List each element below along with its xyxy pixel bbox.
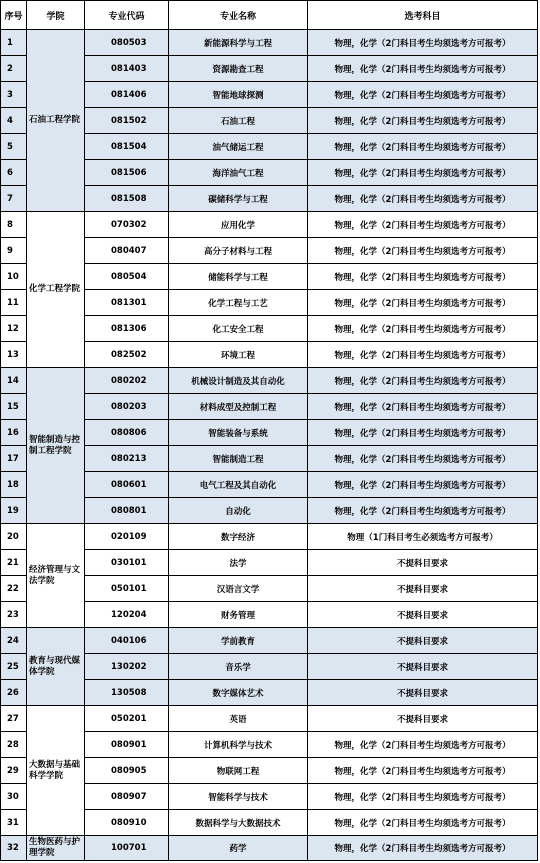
- row-name: 化工安全工程: [169, 316, 308, 342]
- row-code: 080905: [85, 758, 169, 784]
- row-subjects: 不提科目要求: [308, 628, 538, 654]
- row-subjects: 物理，化学（2门科目考生均须选考方可报考）: [308, 498, 538, 524]
- row-seq: 12: [1, 316, 27, 342]
- row-subjects: 物理，化学（2门科目考生均须选考方可报考）: [308, 160, 538, 186]
- row-subjects: 不提科目要求: [308, 550, 538, 576]
- row-code: 080806: [85, 420, 169, 446]
- row-seq: 11: [1, 290, 27, 316]
- row-code: 080203: [85, 394, 169, 420]
- row-name: 电气工程及其自动化: [169, 472, 308, 498]
- row-subjects: 不提科目要求: [308, 680, 538, 706]
- row-seq: 28: [1, 732, 27, 758]
- row-seq: 4: [1, 108, 27, 134]
- row-name: 碳储科学与工程: [169, 186, 308, 212]
- row-subjects: 物理，化学（2门科目考生均须选考方可报考）: [308, 472, 538, 498]
- row-code: 130202: [85, 654, 169, 680]
- row-code: 080601: [85, 472, 169, 498]
- row-school: 大数据与基础科学学院: [27, 706, 85, 836]
- row-name: 高分子材料与工程: [169, 238, 308, 264]
- row-seq: 2: [1, 56, 27, 82]
- row-seq: 17: [1, 446, 27, 472]
- row-name: 机械设计制造及其自动化: [169, 368, 308, 394]
- table-row: [1, 628, 538, 654]
- row-name: 新能源科学与工程: [169, 30, 308, 56]
- row-code: 081508: [85, 186, 169, 212]
- row-subjects: 物理，化学（2门科目考生均须选考方可报考）: [308, 420, 538, 446]
- row-code: 080910: [85, 810, 169, 836]
- row-code: 080503: [85, 30, 169, 56]
- row-seq: 8: [1, 212, 27, 238]
- row-seq: 22: [1, 576, 27, 602]
- row-school: 智能制造与控制工程学院: [27, 368, 85, 524]
- row-subjects: 物理，化学（2门科目考生均须选考方可报考）: [308, 784, 538, 810]
- row-code: 130508: [85, 680, 169, 706]
- row-code: 081502: [85, 108, 169, 134]
- row-seq: 21: [1, 550, 27, 576]
- row-name: 计算机科学与技术: [169, 732, 308, 758]
- row-subjects: 物理，化学（2门科目考生均须选考方可报考）: [308, 368, 538, 394]
- row-code: 020109: [85, 524, 169, 550]
- row-subjects: 物理，化学（2门科目考生均须选考方可报考）: [308, 108, 538, 134]
- row-name: 数字媒体艺术: [169, 680, 308, 706]
- row-code: 081403: [85, 56, 169, 82]
- row-name: 智能地球探测: [169, 82, 308, 108]
- row-name: 药学: [169, 836, 308, 861]
- row-subjects: 物理，化学（2门科目考生均须选考方可报考）: [308, 836, 538, 861]
- row-name: 油气储运工程: [169, 134, 308, 160]
- row-name: 化学工程与工艺: [169, 290, 308, 316]
- row-name: 应用化学: [169, 212, 308, 238]
- row-code: 081506: [85, 160, 169, 186]
- row-seq: 27: [1, 706, 27, 732]
- row-subjects: 不提科目要求: [308, 602, 538, 628]
- row-subjects: 物理，化学（2门科目考生均须选考方可报考）: [308, 394, 538, 420]
- row-name: 音乐学: [169, 654, 308, 680]
- row-seq: 31: [1, 810, 27, 836]
- row-subjects: 物理（1门科目考生必须选考方可报考）: [308, 524, 538, 550]
- row-name: 自动化: [169, 498, 308, 524]
- row-name: 环境工程: [169, 342, 308, 368]
- header-name: 专业名称: [169, 1, 308, 30]
- header-subjects: 选考科目: [308, 1, 538, 30]
- row-seq: 3: [1, 82, 27, 108]
- row-school: 石油工程学院: [27, 30, 85, 212]
- row-subjects: 物理，化学（2门科目考生均须选考方可报考）: [308, 446, 538, 472]
- row-seq: 9: [1, 238, 27, 264]
- row-code: 081504: [85, 134, 169, 160]
- row-seq: 14: [1, 368, 27, 394]
- row-name: 储能科学与工程: [169, 264, 308, 290]
- table-row: [1, 836, 538, 861]
- row-seq: 32: [1, 836, 27, 861]
- row-school: 教育与现代媒体学院: [27, 628, 85, 706]
- row-seq: 20: [1, 524, 27, 550]
- row-name: 英语: [169, 706, 308, 732]
- row-seq: 23: [1, 602, 27, 628]
- row-school: 经济管理与文法学院: [27, 524, 85, 628]
- header-code: 专业代码: [85, 1, 169, 30]
- row-seq: 26: [1, 680, 27, 706]
- row-subjects: 物理，化学（2门科目考生均须选考方可报考）: [308, 342, 538, 368]
- row-subjects: 物理，化学（2门科目考生均须选考方可报考）: [308, 264, 538, 290]
- row-subjects: 物理，化学（2门科目考生均须选考方可报考）: [308, 82, 538, 108]
- row-code: 030101: [85, 550, 169, 576]
- row-name: 智能科学与技术: [169, 784, 308, 810]
- row-code: 050101: [85, 576, 169, 602]
- row-subjects: 不提科目要求: [308, 576, 538, 602]
- row-subjects: 物理，化学（2门科目考生均须选考方可报考）: [308, 758, 538, 784]
- row-subjects: 不提科目要求: [308, 706, 538, 732]
- row-code: 080202: [85, 368, 169, 394]
- row-name: 数字经济: [169, 524, 308, 550]
- row-code: 040106: [85, 628, 169, 654]
- row-code: 120204: [85, 602, 169, 628]
- row-seq: 1: [1, 30, 27, 56]
- row-seq: 30: [1, 784, 27, 810]
- row-subjects: 物理，化学（2门科目考生均须选考方可报考）: [308, 30, 538, 56]
- row-seq: 29: [1, 758, 27, 784]
- row-name: 物联网工程: [169, 758, 308, 784]
- row-name: 汉语言文学: [169, 576, 308, 602]
- row-seq: 16: [1, 420, 27, 446]
- row-name: 法学: [169, 550, 308, 576]
- row-name: 学前教育: [169, 628, 308, 654]
- table-row: [1, 524, 538, 550]
- row-code: 080407: [85, 238, 169, 264]
- row-code: 080504: [85, 264, 169, 290]
- row-subjects: 物理，化学（2门科目考生均须选考方可报考）: [308, 212, 538, 238]
- row-name: 资源勘查工程: [169, 56, 308, 82]
- header-school: 学院: [27, 1, 85, 30]
- table-row: [1, 30, 538, 56]
- row-code: 050201: [85, 706, 169, 732]
- row-name: 财务管理: [169, 602, 308, 628]
- row-code: 100701: [85, 836, 169, 861]
- row-code: 080801: [85, 498, 169, 524]
- row-seq: 10: [1, 264, 27, 290]
- row-code: 080901: [85, 732, 169, 758]
- row-seq: 6: [1, 160, 27, 186]
- row-seq: 15: [1, 394, 27, 420]
- row-code: 081406: [85, 82, 169, 108]
- row-subjects: 物理，化学（2门科目考生均须选考方可报考）: [308, 316, 538, 342]
- row-subjects: 物理，化学（2门科目考生均须选考方可报考）: [308, 186, 538, 212]
- row-seq: 24: [1, 628, 27, 654]
- header-seq: 序号: [1, 1, 27, 30]
- row-subjects: 物理，化学（2门科目考生均须选考方可报考）: [308, 810, 538, 836]
- row-subjects: 物理，化学（2门科目考生均须选考方可报考）: [308, 238, 538, 264]
- row-school: 化学工程学院: [27, 212, 85, 368]
- table-row: [1, 212, 538, 238]
- row-seq: 13: [1, 342, 27, 368]
- row-subjects: 物理，化学（2门科目考生均须选考方可报考）: [308, 56, 538, 82]
- row-seq: 19: [1, 498, 27, 524]
- row-code: 081301: [85, 290, 169, 316]
- row-name: 数据科学与大数据技术: [169, 810, 308, 836]
- row-name: 海洋油气工程: [169, 160, 308, 186]
- row-subjects: 物理，化学（2门科目考生均须选考方可报考）: [308, 134, 538, 160]
- row-seq: 7: [1, 186, 27, 212]
- row-seq: 18: [1, 472, 27, 498]
- row-subjects: 不提科目要求: [308, 654, 538, 680]
- table-header-row: [1, 1, 538, 30]
- row-code: 081306: [85, 316, 169, 342]
- row-subjects: 物理，化学（2门科目考生均须选考方可报考）: [308, 732, 538, 758]
- row-code: 080907: [85, 784, 169, 810]
- row-name: 材料成型及控制工程: [169, 394, 308, 420]
- row-code: 080213: [85, 446, 169, 472]
- row-seq: 5: [1, 134, 27, 160]
- row-name: 智能装备与系统: [169, 420, 308, 446]
- row-subjects: 物理，化学（2门科目考生均须选考方可报考）: [308, 290, 538, 316]
- row-name: 智能制造工程: [169, 446, 308, 472]
- table-row: [1, 706, 538, 732]
- table-row: [1, 368, 538, 394]
- row-seq: 25: [1, 654, 27, 680]
- row-code: 070302: [85, 212, 169, 238]
- row-name: 石油工程: [169, 108, 308, 134]
- table-body: [1, 30, 538, 861]
- row-school: 生物医药与护理学院: [27, 836, 85, 861]
- row-code: 082502: [85, 342, 169, 368]
